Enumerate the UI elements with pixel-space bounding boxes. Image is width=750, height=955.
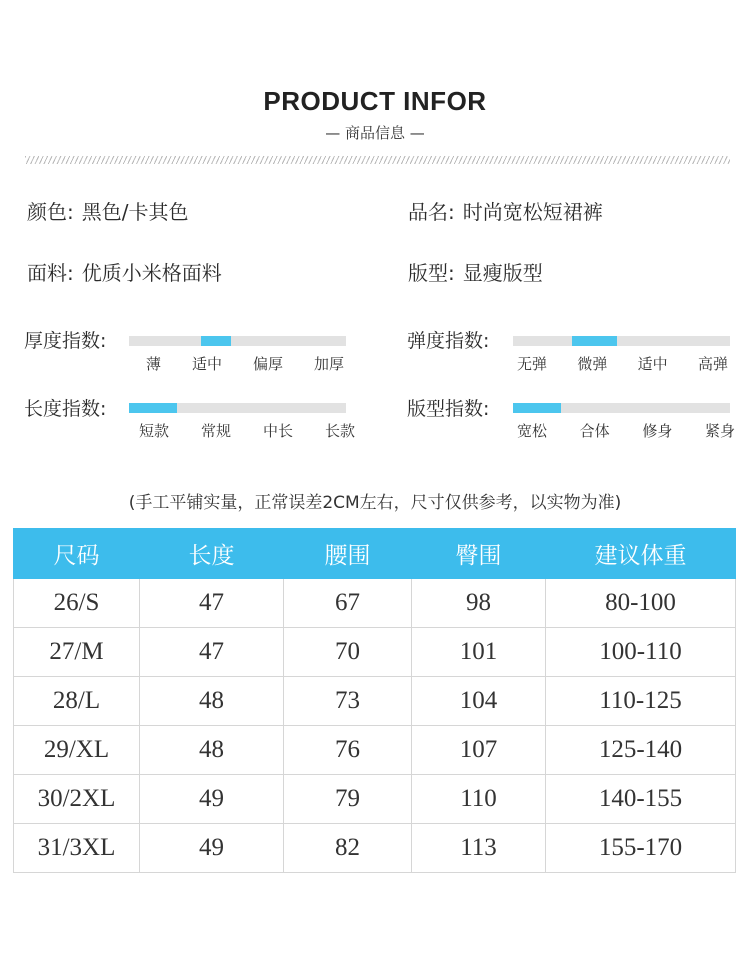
elasticity-index-fill	[572, 336, 618, 346]
cell-hip: 101	[412, 628, 546, 677]
table-row	[14, 579, 736, 628]
info-name	[408, 196, 603, 225]
cell-length: 48	[140, 677, 284, 726]
size-table	[13, 528, 736, 873]
length-index-options	[139, 420, 355, 441]
cell-length: 49	[140, 775, 284, 824]
header-waist: 腰围	[284, 529, 412, 579]
length-index-label: 长度指数:	[24, 398, 107, 420]
size-table-header	[14, 529, 736, 579]
length-option: 常规	[200, 422, 231, 440]
table-row	[14, 775, 736, 824]
fit-option: 合体	[579, 422, 610, 440]
info-color	[27, 196, 189, 225]
cell-size: 28/L	[14, 677, 140, 726]
length-index-fill	[129, 403, 177, 413]
info-name-value: 时尚宽松短裙裤	[462, 200, 603, 224]
elasticity-option: 微弹	[577, 355, 608, 373]
thickness-option: 加厚	[313, 355, 344, 373]
page-subtitle: — 商品信息 —	[325, 124, 425, 142]
thickness-index-bar	[129, 336, 346, 346]
elasticity-index-bar	[513, 336, 730, 346]
fit-option: 修身	[642, 422, 673, 440]
elasticity-option: 高弹	[697, 355, 728, 373]
cell-size: 31/3XL	[14, 824, 140, 873]
fit-index-label: 版型指数:	[407, 398, 490, 420]
thickness-index-fill	[201, 336, 231, 346]
cell-weight: 125-140	[546, 726, 736, 775]
cell-size: 26/S	[14, 579, 140, 628]
info-color-value: 黑色/卡其色	[81, 200, 189, 224]
page-title: PRODUCT INFOR	[263, 86, 487, 116]
cell-waist: 67	[284, 579, 412, 628]
cell-length: 47	[140, 628, 284, 677]
cell-weight: 140-155	[546, 775, 736, 824]
cell-waist: 70	[284, 628, 412, 677]
info-fabric-label: 面料:	[27, 261, 74, 285]
thickness-index-options	[146, 353, 344, 374]
cell-size: 29/XL	[14, 726, 140, 775]
cell-hip: 113	[412, 824, 546, 873]
table-row	[14, 824, 736, 873]
thickness-option: 偏厚	[252, 355, 283, 373]
cell-length: 49	[140, 824, 284, 873]
length-option: 短款	[139, 422, 170, 440]
info-fit-value: 显瘦版型	[462, 261, 543, 285]
hatch-divider	[25, 156, 730, 164]
header-weight: 建议体重	[546, 529, 736, 579]
cell-weight: 80-100	[546, 579, 736, 628]
elasticity-index-options	[517, 353, 728, 374]
header-size: 尺码	[14, 529, 140, 579]
cell-hip: 110	[412, 775, 546, 824]
info-fabric-value: 优质小米格面料	[81, 261, 222, 285]
elasticity-option: 无弹	[517, 355, 548, 373]
table-row	[14, 726, 736, 775]
cell-hip: 98	[412, 579, 546, 628]
elasticity-index-label: 弹度指数:	[407, 330, 490, 352]
info-name-label: 品名:	[408, 200, 455, 224]
cell-waist: 79	[284, 775, 412, 824]
cell-size: 30/2XL	[14, 775, 140, 824]
fit-index-fill	[513, 403, 561, 413]
fit-index-options	[517, 420, 735, 441]
fit-option: 宽松	[517, 422, 548, 440]
length-option: 中长	[262, 422, 293, 440]
cell-waist: 76	[284, 726, 412, 775]
info-color-label: 颜色:	[27, 200, 74, 224]
thickness-option: 适中	[191, 355, 222, 373]
cell-weight: 110-125	[546, 677, 736, 726]
cell-size: 27/M	[14, 628, 140, 677]
cell-weight: 100-110	[546, 628, 736, 677]
fit-option: 紧身	[704, 422, 735, 440]
table-row	[14, 677, 736, 726]
cell-hip: 107	[412, 726, 546, 775]
length-index-bar	[129, 403, 346, 413]
cell-length: 47	[140, 579, 284, 628]
cell-hip: 104	[412, 677, 546, 726]
elasticity-option: 适中	[637, 355, 668, 373]
cell-waist: 82	[284, 824, 412, 873]
info-fit-label: 版型:	[408, 261, 455, 285]
measurement-note: (手工平铺实量，正常误差2CM左右，尺寸仅供参考，以实物为准)	[128, 493, 622, 513]
thickness-index-label: 厚度指数:	[24, 330, 107, 352]
thickness-option: 薄	[146, 355, 162, 373]
header-length: 长度	[140, 529, 284, 579]
cell-waist: 73	[284, 677, 412, 726]
header-hip: 臀围	[412, 529, 546, 579]
cell-length: 48	[140, 726, 284, 775]
info-fabric	[27, 257, 222, 286]
fit-index-bar	[513, 403, 730, 413]
info-fit	[408, 257, 543, 286]
length-option: 长款	[324, 422, 355, 440]
cell-weight: 155-170	[546, 824, 736, 873]
table-row	[14, 628, 736, 677]
